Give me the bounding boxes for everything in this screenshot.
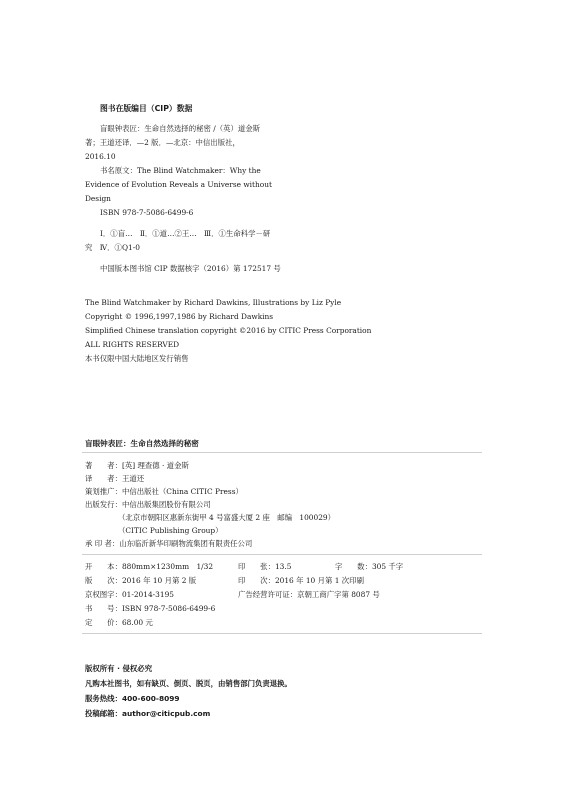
cip-line-3: 2016.10 [85,152,116,161]
cip-line-1: 盲眼钟表匠：生命自然选择的秘密 /（英）道金斯 [100,124,261,133]
notice-returns: 凡购本社图书，如有缺页、倒页、脱页，由销售部门负责退换。 [85,679,292,688]
notice-rights: 版权所有 · 侵权必究 [85,664,153,673]
cip-line-6: Design [85,194,111,203]
credits-divider [82,554,482,555]
cip-isbn: ISBN 978-7-5086-6499-6 [100,208,194,217]
spec-format: 开 本：880mm×1230mm 1/32 [85,562,214,571]
cip-line-5: Evidence of Evolution Reveals a Universe without [85,180,272,189]
rights-line-2: Copyright © 1996,1997,1986 by Richard Dawkins [85,312,274,321]
cip-heading: 图书在版编目（CIP）数据 [100,104,193,113]
cip-number: 中国版本图书馆 CIP 数据核字（2016）第 172517 号 [100,264,281,273]
cip-line-8: Ⅰ．①盲… Ⅱ．①道…②王… Ⅲ．①生命科学－研 [100,229,271,238]
notice-hotline: 服务热线：400-600-8099 [85,694,180,703]
rights-line-4: ALL RIGHTS RESERVED [85,340,180,349]
specs-divider [82,633,482,634]
cip-line-2: 著；王道还译．—2 版．—北京：中信出版社， [85,138,240,147]
rights-line-1: The Blind Watchmaker by Richard Dawkins, Illustrations by Liz Pyle [85,298,342,307]
spec-printing: 印 次：2016 年 10 月第 1 次印刷 [238,576,364,585]
rights-line-3: Simplified Chinese translation copyright ©2016 by CITIC Press Corporation [85,326,372,335]
spec-contract: 京权图字：01-2014-3195 [85,590,174,599]
spec-isbn: 书 号：ISBN 978-7-5086-6499-6 [85,604,216,613]
rights-line-5: 本书仅限中国大陆地区发行销售 [85,354,189,363]
credit-author: 著 者：[英] 理查德 · 道金斯 [85,461,189,470]
spec-ad-license: 广告经营许可证：京朝工商广字第 8087 号 [238,590,380,599]
credit-printer: 承 印 者：山东临沂新华印刷物流集团有限责任公司 [85,539,253,548]
spec-edition: 版 次：2016 年 10 月第 2 版 [85,576,197,585]
cip-line-9: 究 Ⅳ．①Q1-0 [85,243,140,252]
title-divider [82,452,482,453]
spec-sheets: 印 张：13.5 [238,562,292,571]
spec-words: 字 数：305 千字 [335,562,404,571]
credit-publisher: 出版发行：中信出版集团股份有限公司 [85,500,211,509]
credit-group: （CITIC Publishing Group） [118,526,223,535]
credit-planner: 策划推广：中信出版社（China CITIC Press） [85,487,243,496]
book-title: 盲眼钟表匠：生命自然选择的秘密 [85,439,199,448]
credit-translator: 译 者：王道还 [85,474,145,483]
notice-email: 投稿邮箱：author@citicpub.com [85,709,211,718]
spec-price: 定 价：68.00 元 [85,618,153,627]
credit-address: （北京市朝阳区惠新东街甲 4 号富盛大厦 2 座 邮编 100029） [118,513,336,522]
cip-line-4: 书名原文：The Blind Watchmaker：Why the [100,166,261,175]
